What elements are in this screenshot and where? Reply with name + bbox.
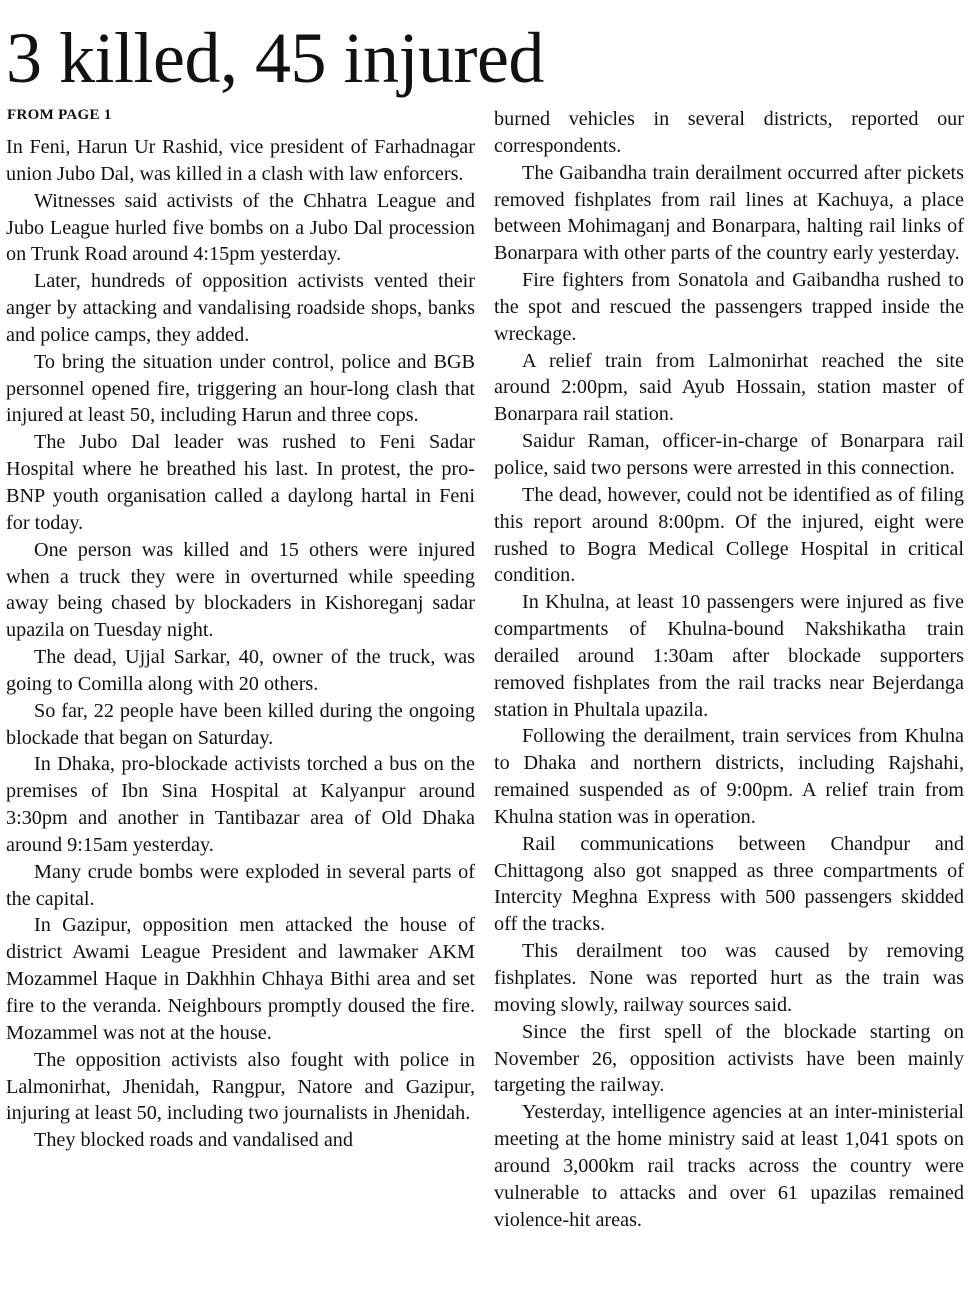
paragraph: To bring the situation under control, police and BGB personnel opened fire, triggering an hour-long clash that injured at least 50, including Harun and three cops. [6,350,475,427]
paragraph: So far, 22 people have been killed during the ongoing blockade that began on Saturday. [6,699,475,749]
paragraph: A relief train from Lalmonirhat reached the site around 2:00pm, said Ayub Hossain, station master of Bonarpara rail station. [494,349,964,426]
paragraph: In Feni, Harun Ur Rashid, vice president of Farhadnagar union Jubo Dal, was killed in a clash with law enforcers. [6,136,475,185]
paragraph: In Gazipur, opposition men attacked the house of district Awami League President and lawmaker AKM Mozammel Haque in Dakhhin Chhaya Bithi area and set fire to the veranda. Neighbours promptly doused the fire. Mozammel was not at the house. [6,914,475,1044]
paragraph: Later, hundreds of opposition activists vented their anger by attacking and vandalising roadside shops, banks and police camps, they added. [6,270,475,346]
article-headline: 3 killed, 45 injured [6,18,544,98]
paragraph: The Gaibandha train derailment occurred after pickets removed fishplates from rail lines at Kachuya, a place between Mohimaganj and Bonarpara, halting rail links of Bonarpara with other parts of the country early yesterday. [494,161,964,265]
paragraph: One person was killed and 15 others were injured when a truck they were in overturned while speeding away being chased by blockaders in Kishoreganj sadar upazila on Tuesday night. [6,538,475,642]
paragraph: The dead, Ujjal Sarkar, 40, owner of the truck, was going to Comilla along with 20 others. [6,646,475,695]
paragraph: Since the first spell of the blockade starting on November 26, opposition activists have been mainly targeting the railway. [494,1020,964,1097]
paragraph: They blocked roads and vandalised and [34,1129,353,1152]
paragraph: The Jubo Dal leader was rushed to Feni Sadar Hospital where he breathed his last. In protest, the pro-BNP youth organisation called a daylong hartal in Feni for today. [6,431,475,534]
paragraph: Following the derailment, train services from Khulna to Dhaka and northern districts, including Rajshahi, remained suspended as of 9:00pm. A relief train from Khulna station was in operation. [494,725,964,828]
paragraph: burned vehicles in several districts, reported our correspondents. [494,108,964,157]
paragraph: Saidur Raman, officer-in-charge of Bonarpara rail police, said two persons were arrested in this connection. [494,430,964,479]
paragraph: In Khulna, at least 10 passengers were injured as five compartments of Khulna-bound Nakshikatha train derailed around 1:30am after blockade supporters removed fishplates from the rail tracks near Bejerdanga station in Phultala upazila. [494,591,964,721]
left-column [6,134,475,1154]
continuation-kicker: FROM PAGE 1 [7,107,112,123]
paragraph: The opposition activists also fought with police in Lalmonirhat, Jhenidah, Rangpur, Natore and Gazipur, injuring at least 50, including two journalists in Jhenidah. [6,1048,475,1125]
paragraph: Rail communications between Chandpur and Chittagong also got snapped as three compartments of Intercity Meghna Express with 500 passengers skidded off the tracks. [494,832,964,936]
right-column [494,106,964,1233]
paragraph: This derailment too was caused by removing fishplates. None was reported hurt as the train was moving slowly, railway sources said. [494,940,964,1016]
paragraph: Witnesses said activists of the Chhatra League and Jubo League hurled five bombs on a Jubo Dal procession on Trunk Road around 4:15pm yesterday. [6,189,475,266]
paragraph: Fire fighters from Sonatola and Gaibandha rushed to the spot and rescued the passengers trapped inside the wreckage. [494,269,964,345]
paragraph: Yesterday, intelligence agencies at an inter-ministerial meeting at the home ministry said at least 1,041 spots on around 3,000km rail tracks across the country were vulnerable to attacks and over 61 upazilas remained violence-hit areas. [494,1101,964,1231]
paragraph: The dead, however, could not be identified as of filing this report around 8:00pm. Of the injured, eight were rushed to Bogra Medical College Hospital in critical condition. [494,483,964,587]
paragraph: In Dhaka, pro-blockade activists torched a bus on the premises of Ibn Sina Hospital at Kalyanpur around 3:30pm and another in Tantibazar area of Old Dhaka around 9:15am yesterday. [6,753,475,856]
paragraph: Many crude bombs were exploded in several parts of the capital. [6,860,475,910]
